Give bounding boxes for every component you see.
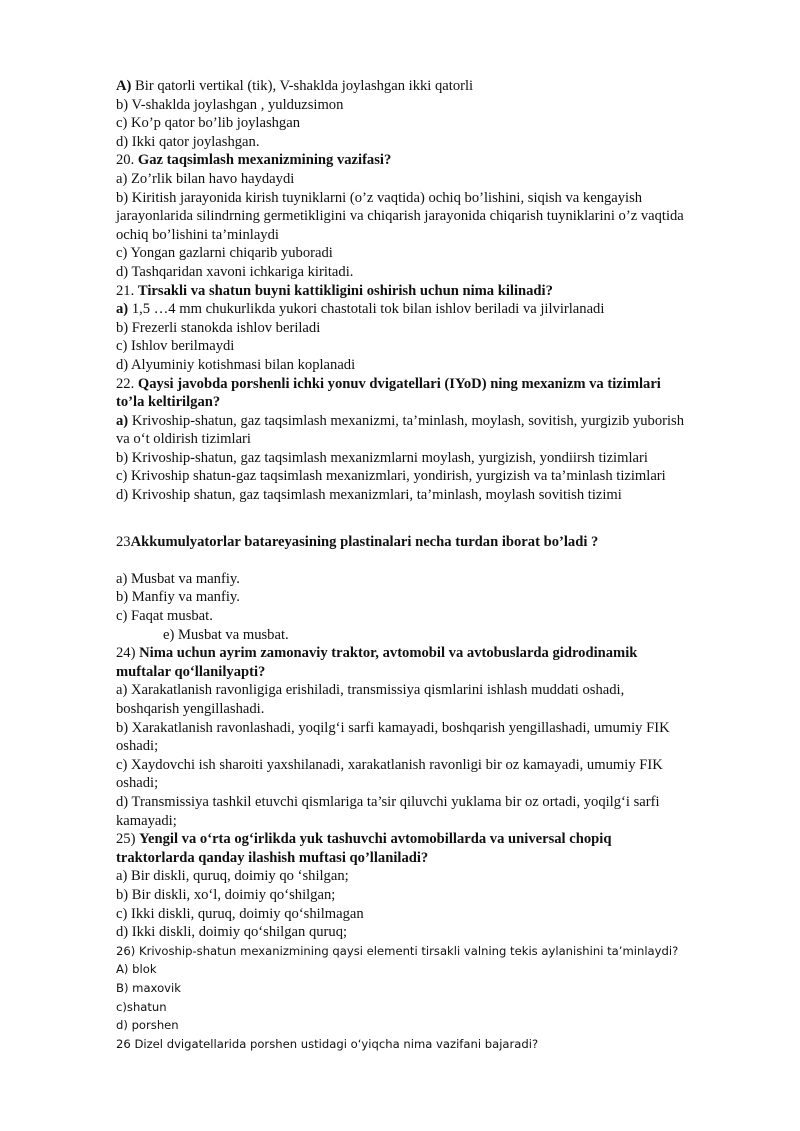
q20-option-d: d) Tashqaridan xavoni ichkariga kiritadi. [116, 263, 354, 280]
question-number: 23 [116, 533, 131, 550]
q19-option-a [116, 77, 756, 96]
q20-option-a: a) Zo’rlik bilan havo haydaydi [116, 170, 295, 187]
q24-option-b-line1: b) Xarakatlanish ravonlashadi, yoqilg‘i sarfi kamayadi, boshqarish yengillashadi, umumiy FIK [116, 719, 670, 736]
question-title: Tirsakli va shatun buyni kattikligini oshirish uchun nima kilinadi? [137, 282, 553, 299]
spacer [116, 505, 756, 533]
q24-option-c-line1: c) Xaydovchi ish sharoiti yaxshilanadi, xarakatlanish ravonligi bir oz kamayadi, umumiy FIK [116, 756, 663, 773]
q23-question [116, 533, 756, 552]
q19-option-d: d) Ikki qator joylashgan. [116, 133, 260, 150]
q20-option-c: c) Yongan gazlarni chiqarib yuboradi [116, 245, 333, 262]
question-title: Yengil va o‘rta og‘irlikda yuk tashuvchi avtomobillarda va universal chopiq [139, 831, 612, 848]
q19-option-c: c) Ko’p qator bo’lib joylashgan [116, 115, 300, 132]
q23-option-b: b) Manfiy va manfiy. [116, 589, 240, 606]
q22-option-a-line1 [116, 412, 756, 431]
q25-question-line2 [116, 849, 756, 868]
q21-option-b: b) Frezerli stanokda ishlov beriladi [116, 319, 321, 336]
q21-option-a [116, 300, 756, 319]
question-title: traktorlarda qanday ilashish muftasi qo’llaniladi? [116, 849, 429, 866]
q22-option-d: d) Krivoship shatun, gaz taqsimlash mexanizmlari, ta’minlash, moylash sovitish tizimi [116, 487, 622, 504]
question-number: 20. [116, 152, 138, 169]
q22-option-c: c) Krivoship shatun-gaz taqsimlash mexanizmlari, yondirish, yurgizish va ta’minlash tizimlari [116, 468, 666, 485]
q23-option-c: c) Faqat musbat. [116, 608, 213, 625]
question-title: Akkumulyatorlar batareyasining plastinalari necha turdan iborat bo’ladi ? [130, 533, 599, 550]
spacer [116, 551, 756, 570]
question-title: Gaz taqsimlash mexanizmining vazifasi? [137, 152, 392, 169]
q24-option-b-line2: oshadi; [116, 738, 159, 755]
question-number: 22. [116, 375, 138, 392]
q26-question: 26) Krivoship-shatun mexanizmining qaysi elementi tirsakli valning tekis aylanishini ta’minlaydi? [116, 943, 679, 958]
question-title: to’la keltirilgan? [116, 394, 221, 411]
q24-option-d-line2: kamayadi; [116, 812, 177, 829]
option-label: A) [116, 78, 132, 94]
q26-option-d: d) porshen [116, 1018, 179, 1033]
q24-question-line1 [116, 644, 756, 663]
option-text: 1,5 …4 mm chukurlikda yukori chastotali tok bilan ishlov beriladi va jilvirlanadi [128, 301, 605, 318]
q25-option-c: c) Ikki diskli, quruq, doimiy qo‘shilmagan [116, 905, 364, 922]
q26-option-c: c)shatun [116, 999, 167, 1014]
option-text: Krivoship-shatun, gaz taqsimlash mexanizmi, ta’minlash, moylash, sovitish, yurgizib yuborish [128, 412, 685, 429]
q26b-question: 26 Dizel dvigatellarida porshen ustidagi o‘yiqcha nima vazifani bajaradi? [116, 1036, 539, 1051]
question-title: muftalar qo‘llanilyapti? [116, 663, 266, 680]
q24-option-d-line1: d) Transmissiya tashkil etuvchi qismlariga ta’sir qiluvchi yuklama bir oz ortadi, yoqilg‘i sarfi [116, 793, 660, 810]
question-number: 25) [116, 831, 140, 848]
q21-option-c: c) Ishlov berilmaydi [116, 338, 235, 355]
q23-option-a: a) Musbat va manfiy. [116, 570, 240, 587]
q20-option-b-line1: b) Kiritish jarayonida kirish tuyniklarni (o’z vaqtida) ochiq bo’lishini, siqish va kengayish [116, 189, 643, 206]
question-number: 21. [116, 282, 138, 299]
q20-option-b-line3: ochiq bo’lishini ta’minlaydi [116, 226, 279, 243]
q23-option-e: e) Musbat va musbat. [163, 626, 289, 643]
q24-option-a-line1: a) Xarakatlanish ravonligiga erishiladi, transmissiya qismlarini ishlash muddati oshadi, [116, 682, 625, 699]
q24-option-c-line2: oshadi; [116, 775, 159, 792]
q25-question-line1 [116, 830, 756, 849]
q19-option-b: b) V-shaklda joylashgan , yulduzsimon [116, 96, 344, 113]
question-title: Qaysi javobda porshenli ichki yonuv dvigatellari (IYoD) ning mexanizm va tizimlari [137, 375, 661, 392]
q20-question [116, 151, 756, 170]
q25-option-a: a) Bir diskli, quruq, doimiy qo ‘shilgan; [116, 868, 349, 885]
q26-option-b: B) maxovik [116, 980, 181, 995]
option-label: a) [116, 412, 129, 429]
question-number: 24) [116, 645, 140, 662]
q20-option-b-line2: jarayonlarida silindrning germetikligini va chiqarish jarayonida chiqarish tuyniklarini o’z vaqtida [116, 208, 684, 225]
q24-option-a-line2: boshqarish yengillashadi. [116, 701, 265, 717]
q24-question-line2 [116, 663, 756, 682]
q21-question [116, 282, 756, 301]
option-label: a) [116, 301, 129, 318]
q21-option-d: d) Alyuminiy kotishmasi bilan koplanadi [116, 356, 356, 373]
q22-option-a-line2: va o‘t oldirish tizimlari [116, 431, 251, 448]
q25-option-b: b) Bir diskli, xo‘l, doimiy qo‘shilgan; [116, 886, 336, 903]
question-title: Nima uchun ayrim zamonaviy traktor, avtomobil va avtobuslarda gidrodinamik [139, 645, 638, 662]
q22-question-line2 [116, 393, 756, 412]
q26-option-a: A) blok [116, 962, 157, 977]
q22-option-b: b) Krivoship-shatun, gaz taqsimlash mexanizmlarni moylash, yurgizish, yondiirsh tizimlari [116, 449, 648, 466]
q25-option-d: d) Ikki diskli, doimiy qo‘shilgan quruq; [116, 924, 348, 941]
document-content [116, 77, 756, 1053]
option-text: Bir qatorli vertikal (tik), V-shaklda joylashgan ikki qatorli [131, 78, 474, 94]
q22-question-line1 [116, 375, 756, 394]
